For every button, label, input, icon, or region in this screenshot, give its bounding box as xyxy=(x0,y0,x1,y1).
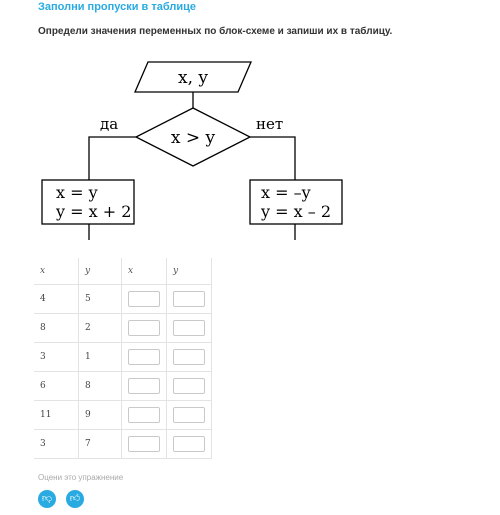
table-cell xyxy=(167,430,212,459)
table-cell xyxy=(122,372,167,401)
column-header: y xyxy=(167,258,212,285)
answer-y-input[interactable] xyxy=(173,407,205,423)
table-header-row xyxy=(34,258,212,285)
table-cell: 4 xyxy=(34,285,79,314)
table-cell xyxy=(167,401,212,430)
answer-x-input[interactable] xyxy=(128,291,160,307)
table-cell: 8 xyxy=(79,372,122,401)
flowchart-no-action-line2: y = x – 2 xyxy=(261,202,331,221)
answer-y-input[interactable] xyxy=(173,436,205,452)
table-cell: 1 xyxy=(79,343,122,372)
table-cell xyxy=(122,314,167,343)
table-cell: 5 xyxy=(79,285,122,314)
table-cell: 7 xyxy=(79,430,122,459)
column-header: y xyxy=(79,258,122,285)
table-row xyxy=(34,372,212,401)
table-cell: 9 xyxy=(79,401,122,430)
thumbs-down-icon[interactable]: 👎︎ xyxy=(38,490,56,508)
table-cell: 2 xyxy=(79,314,122,343)
table-row xyxy=(34,285,212,314)
answer-y-input[interactable] xyxy=(173,291,205,307)
flowchart xyxy=(0,0,500,250)
table-cell: 6 xyxy=(34,372,79,401)
flowchart-yes-label: да xyxy=(100,115,119,133)
table-cell xyxy=(167,285,212,314)
flowchart-yes-branch xyxy=(89,137,136,180)
rating-label: Оцени это упражнение xyxy=(38,473,124,482)
flowchart-no-branch xyxy=(250,137,295,180)
table-cell xyxy=(122,401,167,430)
table-row xyxy=(34,314,212,343)
flowchart-input-label: x, y xyxy=(178,68,208,88)
table-cell xyxy=(167,343,212,372)
table-cell: 8 xyxy=(34,314,79,343)
answer-x-input[interactable] xyxy=(128,436,160,452)
table-cell xyxy=(122,343,167,372)
answer-x-input[interactable] xyxy=(128,320,160,336)
answer-table xyxy=(34,258,212,459)
table-cell: 3 xyxy=(34,343,79,372)
flowchart-no-action-line1: x = –y xyxy=(261,183,311,202)
table-row xyxy=(34,430,212,459)
exercise-title: Заполни пропуски в таблице xyxy=(38,1,197,13)
column-header: x xyxy=(122,258,167,285)
flowchart-no-label: нет xyxy=(256,115,284,133)
answer-y-input[interactable] xyxy=(173,320,205,336)
table-cell xyxy=(122,285,167,314)
table-cell xyxy=(122,430,167,459)
table-cell xyxy=(167,314,212,343)
table-row xyxy=(34,401,212,430)
table-cell: 3 xyxy=(34,430,79,459)
answer-y-input[interactable] xyxy=(173,378,205,394)
table-cell xyxy=(167,372,212,401)
instruction-text: Определи значения переменных по блок-схеме и запиши их в таблицу. xyxy=(38,26,393,37)
flowchart-yes-action-line2: y = x + 2 xyxy=(56,202,132,221)
table-cell: 11 xyxy=(34,401,79,430)
column-header: x xyxy=(34,258,79,285)
answer-x-input[interactable] xyxy=(128,407,160,423)
answer-x-input[interactable] xyxy=(128,349,160,365)
answer-y-input[interactable] xyxy=(173,349,205,365)
thumbs-up-icon[interactable]: 👍︎ xyxy=(66,490,84,508)
flowchart-condition-label: x > y xyxy=(170,128,216,148)
answer-x-input[interactable] xyxy=(128,378,160,394)
table-row xyxy=(34,343,212,372)
flowchart-yes-action-line1: x = y xyxy=(56,183,98,202)
